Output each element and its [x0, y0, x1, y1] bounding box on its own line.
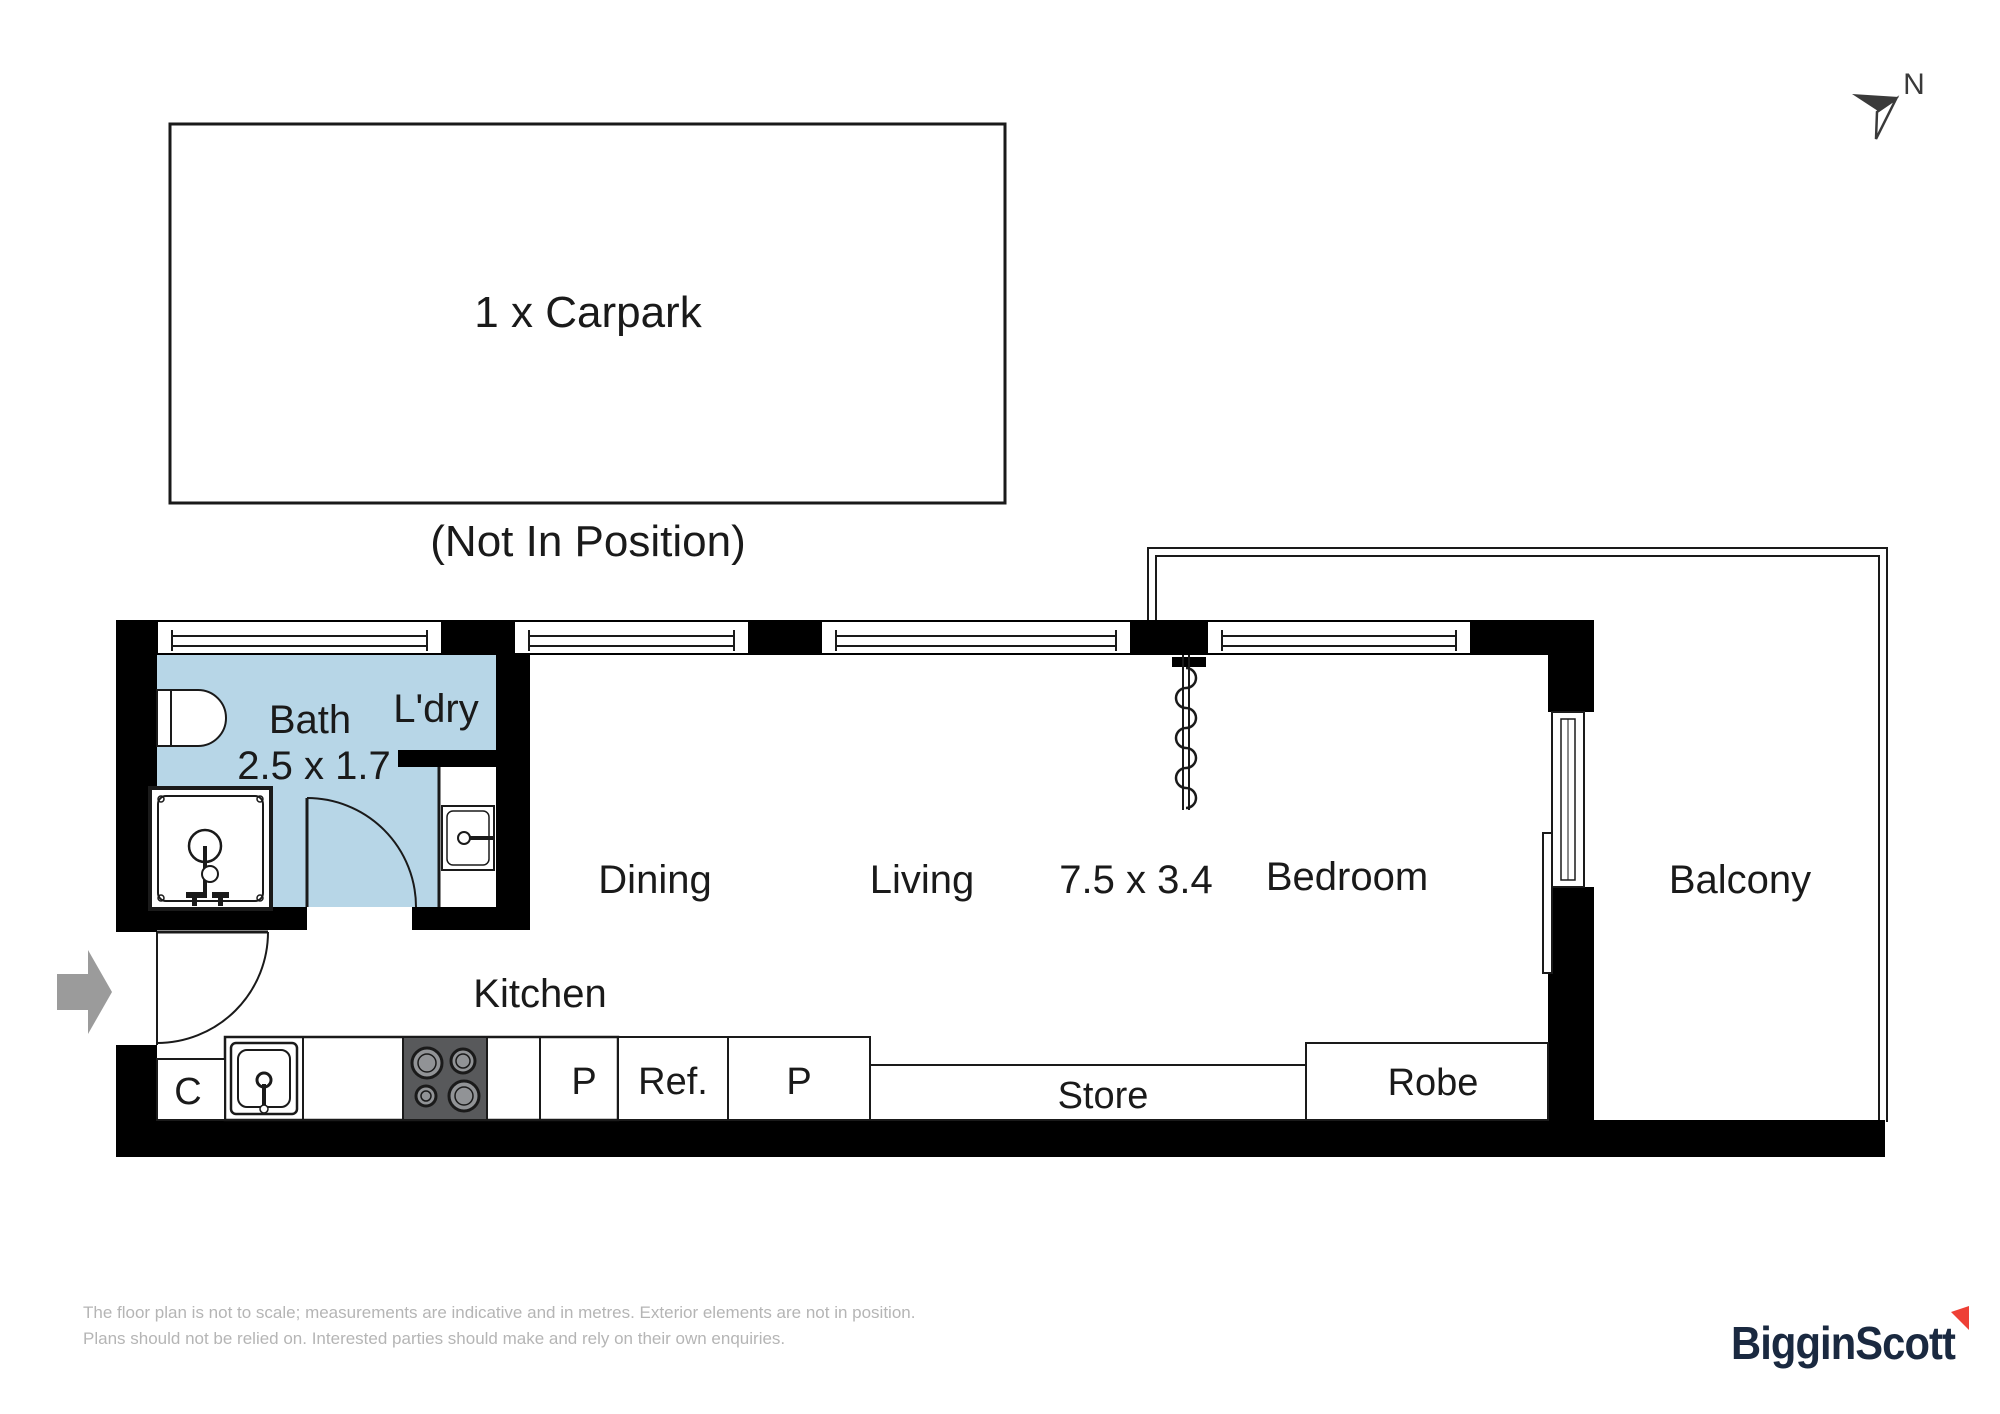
brand-logo [1731, 1306, 1969, 1369]
window-1-opening [158, 622, 441, 653]
wall-laundry-stub [398, 750, 496, 767]
kitchen-sink-icon [231, 1043, 297, 1114]
window-2-opening [515, 622, 748, 653]
north-label: N [1903, 68, 1925, 101]
laundry-tap [458, 832, 470, 844]
curtain-divider [1172, 655, 1206, 810]
stove-icon [403, 1037, 487, 1120]
pantry-right-label: P [786, 1061, 812, 1103]
living-label: Living [869, 858, 975, 902]
wall-bedroom-right-upper [1548, 620, 1594, 712]
robe-label: Robe [1387, 1062, 1479, 1104]
dining-label: Dining [598, 858, 712, 902]
pantry-left-label: P [571, 1061, 597, 1103]
toilet-icon [157, 690, 226, 746]
burner [449, 1081, 479, 1111]
living-dimensions: 7.5 x 3.4 [1059, 858, 1213, 902]
window-3-opening [822, 622, 1130, 653]
window-1 [158, 622, 441, 653]
bedroom-label: Bedroom [1265, 855, 1429, 899]
window-2 [515, 622, 748, 653]
carpark-box [170, 124, 1005, 566]
disclaimer-line-1: The floor plan is not to scale; measurements are indicative and in metres. Exterior elements are not in position. [83, 1303, 916, 1322]
window-3 [822, 622, 1130, 653]
balcony-label: Balcony [1668, 858, 1812, 902]
carpark-position-note: (Not In Position) [430, 517, 746, 566]
wall-bottom [116, 1120, 1885, 1157]
carpark-label: 1 x Carpark [474, 288, 702, 337]
entry-door-swing-arc [157, 932, 268, 1043]
curtain-wave [1176, 668, 1196, 808]
brand-name: BigginScott [1731, 1317, 1956, 1369]
wall-bath-right [496, 655, 530, 930]
burner [412, 1048, 442, 1078]
disclaimer-line-2: Plans should not be relied on. Interested parties should make and rely on their own enquiries. [83, 1329, 786, 1348]
store-label: Store [1057, 1075, 1149, 1117]
refrigerator-label: Ref. [638, 1061, 708, 1103]
toilet-tank [157, 690, 171, 746]
toilet-bowl [171, 690, 226, 746]
entry-arrow-icon [57, 950, 112, 1034]
kitchen-counter [157, 1037, 1548, 1120]
window-4-opening [1208, 622, 1470, 653]
laundry-trough-icon [442, 806, 494, 870]
sliding-door-panel [1543, 833, 1552, 973]
wall-bedroom-right-lower [1548, 887, 1594, 1120]
burner [416, 1086, 436, 1106]
laundry-label: L'dry [393, 687, 479, 731]
window-4 [1208, 622, 1470, 653]
shower-icon [150, 788, 271, 909]
north-arrow-icon [1852, 68, 1925, 139]
cupboard-label: C [174, 1071, 202, 1113]
entry-door [157, 932, 268, 1045]
bath-dimensions: 2.5 x 1.7 [237, 744, 391, 788]
wall-bath-bottom-right [412, 907, 530, 930]
burner [451, 1049, 475, 1073]
kitchen-label: Kitchen [473, 972, 607, 1016]
bath-label: Bath [268, 698, 352, 742]
